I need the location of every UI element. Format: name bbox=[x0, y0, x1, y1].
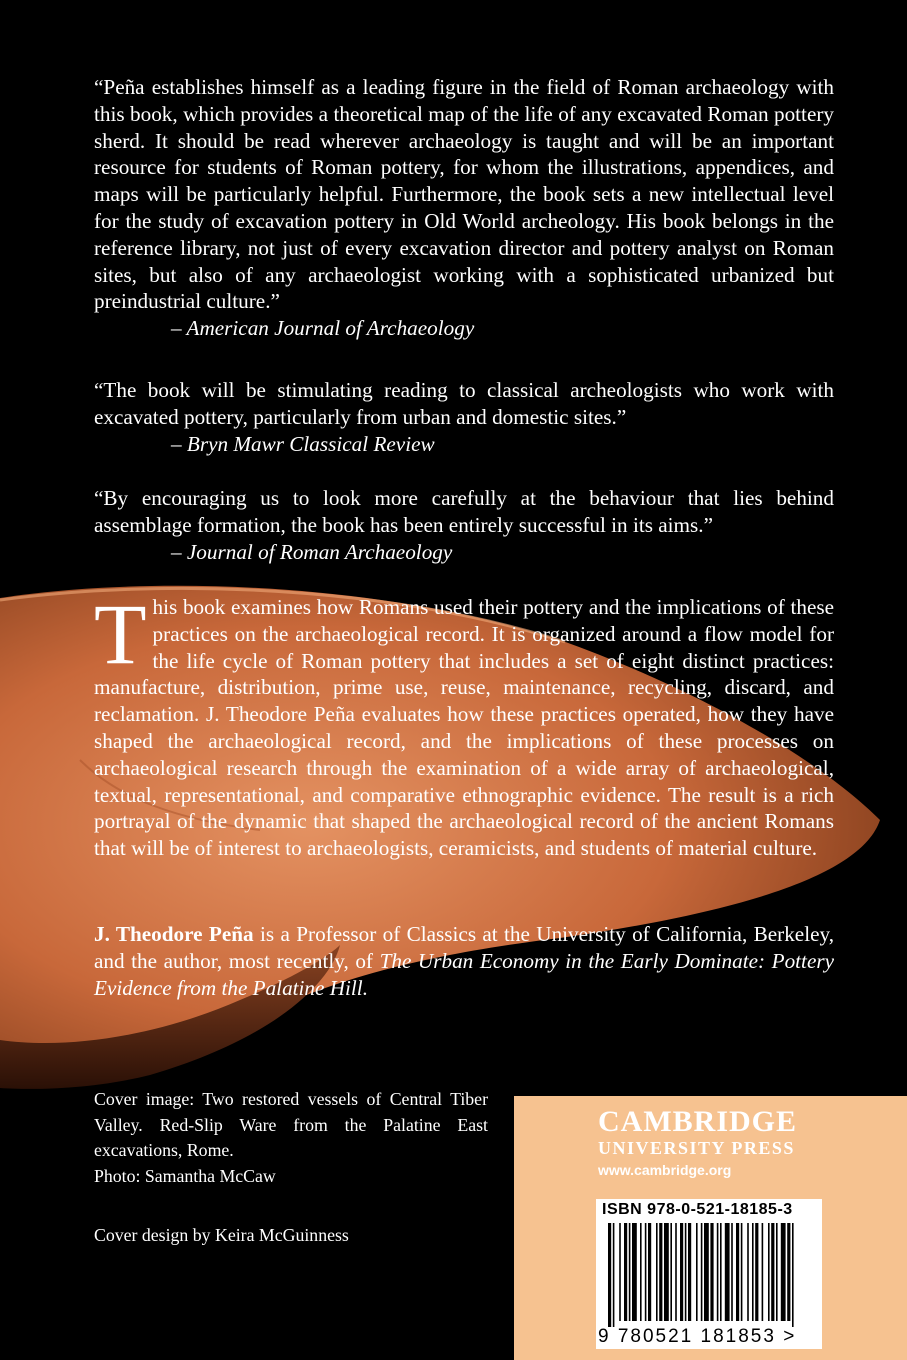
quote-source: – Bryn Mawr Classical Review bbox=[171, 431, 435, 456]
barcode-bar bbox=[741, 1223, 743, 1321]
barcode-bar bbox=[670, 1223, 672, 1321]
barcode-bar bbox=[771, 1223, 774, 1321]
barcode-bar bbox=[768, 1223, 770, 1321]
review-quote-3 bbox=[94, 485, 834, 565]
barcode-bar bbox=[792, 1223, 794, 1327]
barcode-bar bbox=[720, 1223, 722, 1321]
barcode-bar bbox=[776, 1223, 778, 1321]
barcode-bar bbox=[731, 1223, 733, 1321]
publisher-panel bbox=[514, 1096, 907, 1360]
publisher-name: CAMBRIDGE bbox=[598, 1105, 798, 1138]
barcode-bar bbox=[704, 1223, 709, 1321]
isbn-label: ISBN 978-0-521-18185-3 bbox=[602, 1201, 793, 1218]
barcode-bar bbox=[701, 1223, 703, 1321]
review-quote-1 bbox=[94, 74, 834, 342]
design-credit: Cover design by Keira McGuinness bbox=[94, 1225, 349, 1245]
quote-text: “By encouraging us to look more carefully at the behaviour that lies behind assemblage formation, the book has been entirely successful in its aims.” bbox=[94, 486, 834, 537]
barcode bbox=[596, 1199, 822, 1349]
barcode-bar bbox=[608, 1223, 611, 1327]
barcode-bar bbox=[685, 1223, 687, 1321]
ean-number: 9 780521 181853 > bbox=[598, 1326, 797, 1347]
barcode-bar bbox=[787, 1223, 790, 1321]
barcode-bar bbox=[752, 1223, 754, 1321]
photo-credit: Photo: Samantha McCaw bbox=[94, 1165, 276, 1186]
quote-text: “The book will be stimulating reading to classical archeologists who work with excavated pottery, particularly from urban and domestic sites.” bbox=[94, 378, 834, 429]
barcode-bar bbox=[755, 1223, 758, 1321]
barcode-bar bbox=[656, 1223, 658, 1321]
barcode-bar bbox=[762, 1223, 764, 1321]
barcode-bar bbox=[680, 1223, 683, 1321]
barcode-bar bbox=[710, 1223, 713, 1321]
barcode-bar bbox=[619, 1223, 621, 1321]
barcode-bar bbox=[659, 1223, 662, 1321]
publisher-press: UNIVERSITY PRESS bbox=[598, 1138, 795, 1158]
author-name: J. Theodore Peña bbox=[94, 922, 254, 946]
drop-cap: T bbox=[94, 586, 147, 682]
barcode-bar bbox=[645, 1223, 647, 1321]
author-book-title: The Urban Economy in the Early Dominate: Pottery Evidence from the Palatine Hill. bbox=[94, 948, 834, 1000]
cover-credits bbox=[94, 1087, 488, 1189]
barcode-bar bbox=[640, 1223, 642, 1321]
barcode-bar bbox=[725, 1223, 730, 1321]
barcode-bar bbox=[747, 1223, 749, 1321]
cover-image-credit: Cover image: Two restored vessels of Central Tiber Valley. Red-Slip Ware from the Palatine East excavations, Rome. bbox=[94, 1089, 488, 1160]
author-bio bbox=[94, 921, 834, 1001]
barcode-bar bbox=[632, 1223, 637, 1321]
barcode-bar bbox=[664, 1223, 669, 1321]
publisher-url[interactable]: www.cambridge.org bbox=[598, 1162, 732, 1178]
author-bio-text: is a Professor of Classics at the University of California, Berkeley, and the author, most recently, of bbox=[94, 922, 835, 973]
quote-source: – Journal of Roman Archaeology bbox=[171, 539, 453, 564]
barcode-bar bbox=[675, 1223, 677, 1321]
barcode-bar bbox=[781, 1223, 786, 1321]
barcode-bar bbox=[736, 1223, 739, 1321]
barcode-bar bbox=[688, 1223, 691, 1321]
barcode-bar bbox=[629, 1223, 631, 1321]
barcode-bar bbox=[624, 1223, 627, 1321]
barcode-bars bbox=[596, 1223, 822, 1327]
barcode-bar bbox=[613, 1223, 615, 1327]
quote-source: – American Journal of Archaeology bbox=[171, 316, 475, 341]
quote-text: “Peña establishes himself as a leading figure in the field of Roman archaeology with this book, which provides a theoretical map of the life of any excavated Roman pottery sherd. It should be read wherever archaeology is taught and will be an important resource for students of Roman pottery, for whom the illustrations, appendices, and maps will be particularly helpful. Furthermore, the book sets a new intellectual level for the study of excavation pottery in Old World archeology. His book belongs in the reference library, not just of every excavation director and pottery analyst on Roman sites, but also of any archaeologist working with a sophisticated urbanized but preindustrial culture.” bbox=[94, 75, 834, 314]
barcode-bar bbox=[717, 1223, 719, 1321]
description-text: his book examines how Romans used their pottery and the implications of these practices on the archaeological record. It is organized around a flow model for the life cycle of Roman pottery that includes a set of eight distinct practices: manufacture, distribution, prime use, reuse, maintenance, recycling, discard, and reclamation. J. Theodore Peña evaluates how these practices operated, how they have shaped the archaeological record, and the implications of these processes on archaeological research through the examination of a wide array of archaeological, textual, representational, and comparative ethnographic evidence. The result is a rich portrayal of the dynamic that shaped the archaeological record of the ancient Romans that will be of interest to archaeologists, ceramicists, and students of material culture. bbox=[94, 595, 834, 861]
review-quote-2 bbox=[94, 377, 834, 457]
barcode-bar bbox=[648, 1223, 651, 1321]
book-description bbox=[94, 586, 834, 862]
barcode-bar bbox=[696, 1223, 698, 1321]
